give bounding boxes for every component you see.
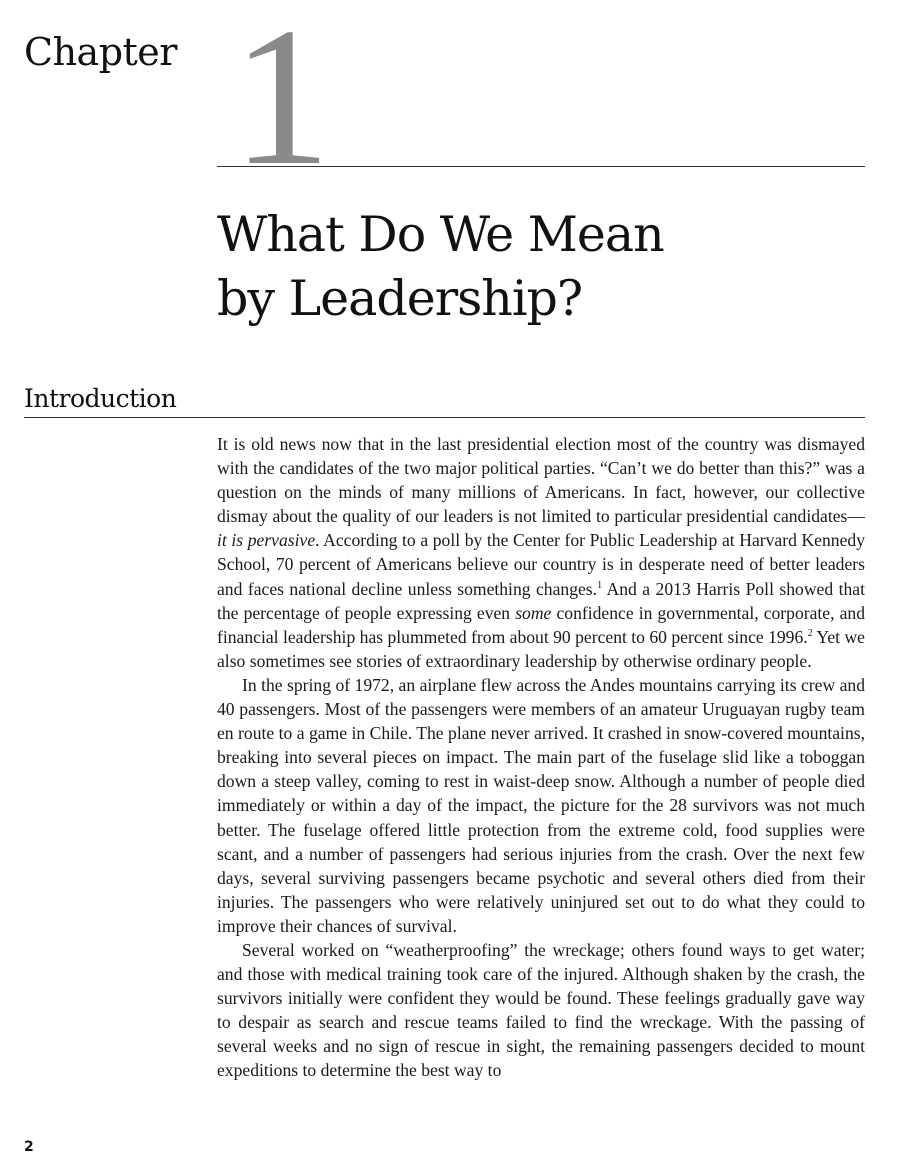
paragraph-3: Several worked on “weatherproofing” the wreckage; others found ways to get water; and those with medical training took care of the injured. Although shaken by the crash, the survivors initially were confident they would be found. These feelings gradually gave way to despair as search and rescue teams failed to find the wreckage. With the passing of several weeks and no sign of rescue in sight, the remaining passengers decided to mount expeditions to determine the best way to	[217, 939, 865, 1081]
paragraph-1	[217, 432, 865, 673]
section-divider	[24, 417, 865, 418]
page-number: 2	[24, 1139, 34, 1155]
paragraph-1-part-c: And a 2013 Harris Poll showed that the percentage of people expressing even	[217, 578, 865, 623]
paragraph-1-part-a: It is old news now that in the last presidential election most of the country was dismayed with the candidates of the two major political parties. “Can’t we do better than this?” was a question on the minds of many millions of Americans. In fact, however, our collective dismay about the quality of our leaders is not limited to particular presidential candidates—	[217, 434, 865, 527]
body-text	[217, 432, 865, 1083]
chapter-number: 1	[232, 0, 331, 206]
chapter-label: Chapter	[24, 30, 177, 74]
emphasis-pervasive: it is pervasive	[217, 530, 316, 551]
footnote-ref-2[interactable]: 2	[807, 627, 813, 639]
paragraph-1-part-d: confidence in governmental, corporate, and financial leadership has plummeted from about 90 percent to 60 percent since 1996.	[217, 602, 866, 647]
section-heading: Introduction	[24, 384, 177, 413]
paragraph-2: In the spring of 1972, an airplane flew across the Andes mountains carrying its crew and 40 passengers. Most of the passengers were members of an amateur Uruguayan rugby team en route to a game in Chile. The plane never arrived. It crashed in snow-covered mountains, breaking into several pieces on impact. The main part of the fuselage slid like a toboggan down a steep valley, coming to rest in waist-deep snow. Although a number of people died immediately or within a day of the impact, the picture for the 28 survivors was not much better. The fuselage offered little protection from the extreme cold, food supplies were scant, and a number of passengers had serious injuries from the crash. Over the next few days, several surviving passengers became psychotic and several others died from their injuries. The passengers who were relatively uninjured set out to do what they could to improve their chances of survival.	[217, 674, 865, 936]
paragraph-1-part-e: Yet we also sometimes see stories of extraordinary leadership by otherwise ordinary people.	[217, 626, 865, 671]
paragraph-1-part-b: . According to a poll by the Center for Public Leadership at Harvard Kennedy School, 70 percent of Americans believe our country is in desperate need of better leaders and faces national decline unless something changes.	[217, 530, 865, 599]
chapter-title-line-2: by Leadership?	[217, 270, 583, 327]
emphasis-some: some	[515, 602, 552, 623]
chapter-divider	[217, 166, 865, 167]
chapter-title-line-1: What Do We Mean	[217, 206, 664, 263]
chapter-title	[217, 203, 865, 331]
footnote-ref-1[interactable]: 1	[597, 579, 603, 591]
